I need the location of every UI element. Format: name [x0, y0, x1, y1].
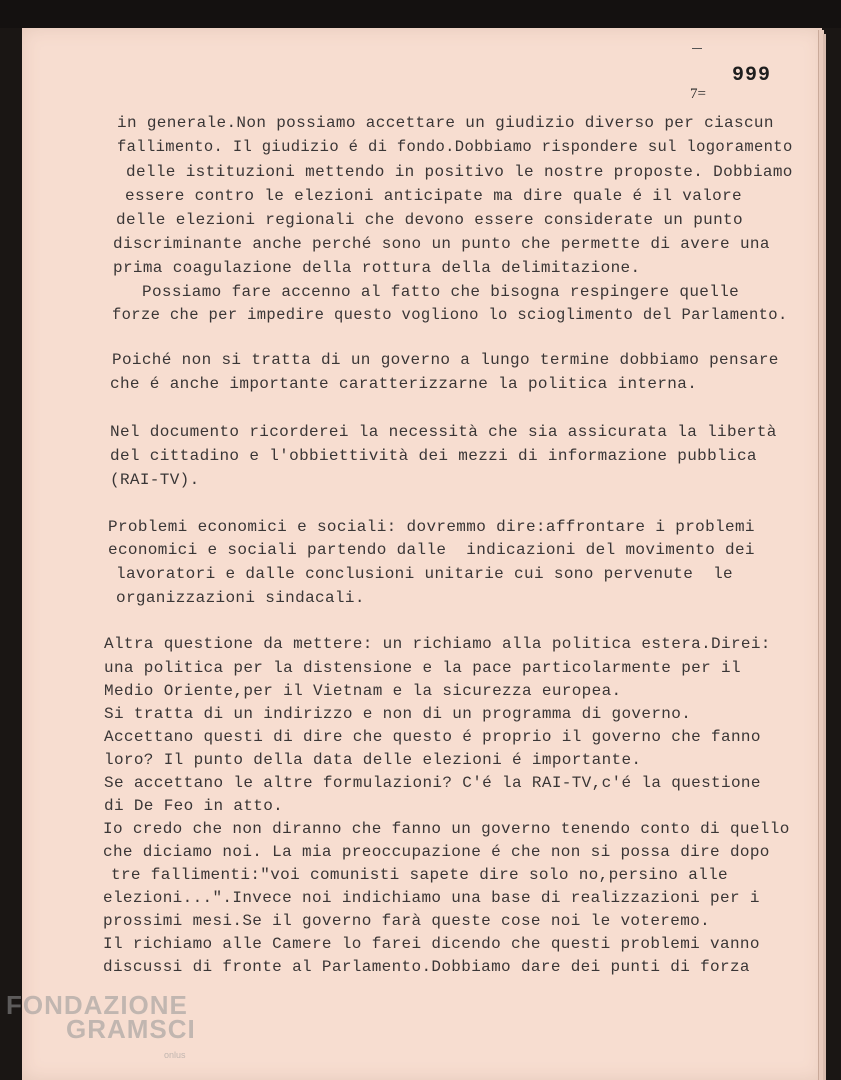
text-line: Possiamo fare accenno al fatto che bisogna respingere quelle — [142, 283, 740, 301]
text-line: tre fallimenti:"voi comunisti sapete dire solo no,persino alle — [111, 866, 728, 884]
text-line: del cittadino e l'obbiettività dei mezzi di informazione pubblica — [110, 447, 757, 465]
text-line: che é anche importante caratterizzarne la politica interna. — [110, 375, 698, 393]
text-line: elezioni...".Invece noi indichiamo una base di realizzazioni per i — [103, 889, 760, 907]
fondazione-gramsci-watermark — [6, 990, 196, 1060]
watermark-line1: FONDAZIONE — [6, 990, 188, 1020]
page-number: 999 — [732, 64, 772, 87]
text-line: lavoratori e dalle conclusioni unitarie cui sono pervenute le — [116, 565, 733, 583]
text-line: forze che per impedire questo vogliono lo scioglimento del Parlamento. — [112, 306, 788, 324]
text-line: economici e sociali partendo dalle indicazioni del movimento dei — [108, 541, 755, 559]
page-subnumber: 7= — [690, 86, 706, 102]
text-line: organizzazioni sindacali. — [116, 589, 365, 607]
text-line: Medio Oriente,per il Vietnam e la sicurezza europea. — [104, 682, 622, 700]
text-line: prima coagulazione della rottura della delimitazione. — [113, 259, 641, 277]
text-line: prossimi mesi.Se il governo farà queste cose noi le voteremo. — [103, 912, 711, 930]
text-line: essere contro le elezioni anticipate ma dire quale é il valore — [125, 187, 742, 205]
stray-mark — [692, 48, 702, 49]
text-line: fallimento. Il giudizio é di fondo.Dobbiamo rispondere sul logoramento — [117, 138, 793, 156]
text-line: delle elezioni regionali che devono essere considerate un punto — [116, 211, 743, 229]
text-line: in generale.Non possiamo accettare un giudizio diverso per ciascun — [117, 114, 774, 132]
text-line: delle istituzioni mettendo in positivo le nostre proposte. Dobbiamo — [126, 163, 793, 181]
text-line: loro? Il punto della data delle elezioni é importante. — [104, 751, 642, 769]
text-line: Poiché non si tratta di un governo a lungo termine dobbiamo pensare — [112, 351, 779, 369]
text-line: Accettano questi di dire che questo é proprio il governo che fanno — [104, 728, 761, 746]
page-edge-back — [823, 34, 826, 1080]
text-line: una politica per la distensione e la pace particolarmente per il — [104, 659, 741, 677]
text-line: Se accettano le altre formulazioni? C'é la RAI-TV,c'é la questione — [104, 774, 761, 792]
text-line: Nel documento ricorderei la necessità che sia assicurata la libertà — [110, 423, 777, 441]
text-line: discriminante anche perché sono un punto che permette di avere una — [113, 235, 770, 253]
text-line: Io credo che non diranno che fanno un governo tenendo conto di quello — [103, 820, 790, 838]
scan-top-border — [0, 0, 841, 28]
text-line: Problemi economici e sociali: dovremmo dire:affrontare i problemi — [108, 518, 755, 536]
text-line: Si tratta di un indirizzo e non di un programma di governo. — [104, 705, 692, 723]
text-line: discussi di fronte al Parlamento.Dobbiamo dare dei punti di forza — [103, 958, 750, 976]
text-line: (RAI-TV). — [110, 471, 200, 489]
watermark-line2: GRAMSCI — [66, 1014, 196, 1044]
text-line: Altra questione da mettere: un richiamo alla politica estera.Direi: — [104, 635, 771, 653]
text-line: Il richiamo alle Camere lo farei dicendo che questi problemi vanno — [103, 935, 760, 953]
watermark-line3: onlus — [164, 1050, 186, 1060]
text-line: che diciamo noi. La mia preoccupazione é che non si possa dire dopo — [103, 843, 770, 861]
text-line: di De Feo in atto. — [104, 797, 284, 815]
